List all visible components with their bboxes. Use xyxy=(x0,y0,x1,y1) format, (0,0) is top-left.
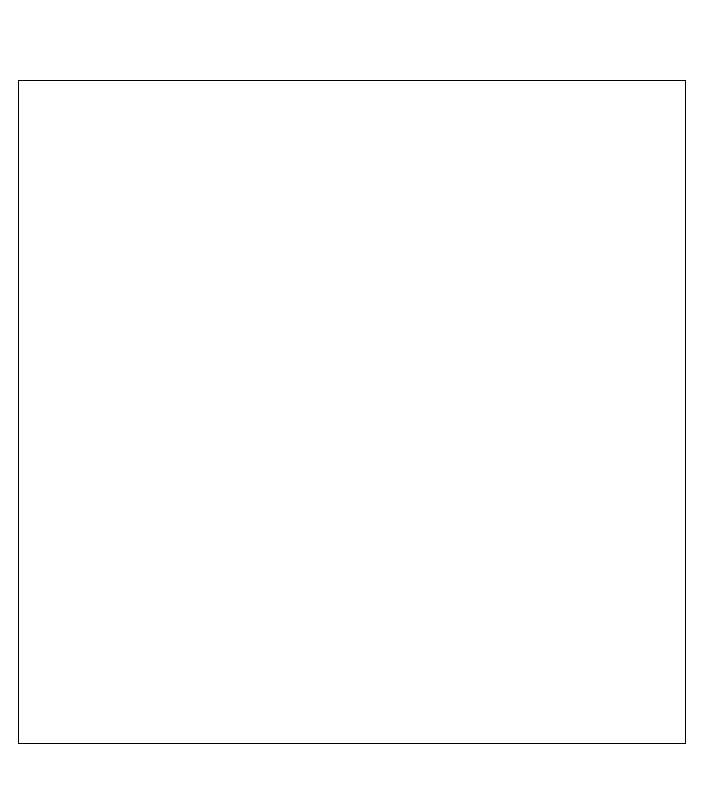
ugr-table-panel xyxy=(18,80,686,744)
